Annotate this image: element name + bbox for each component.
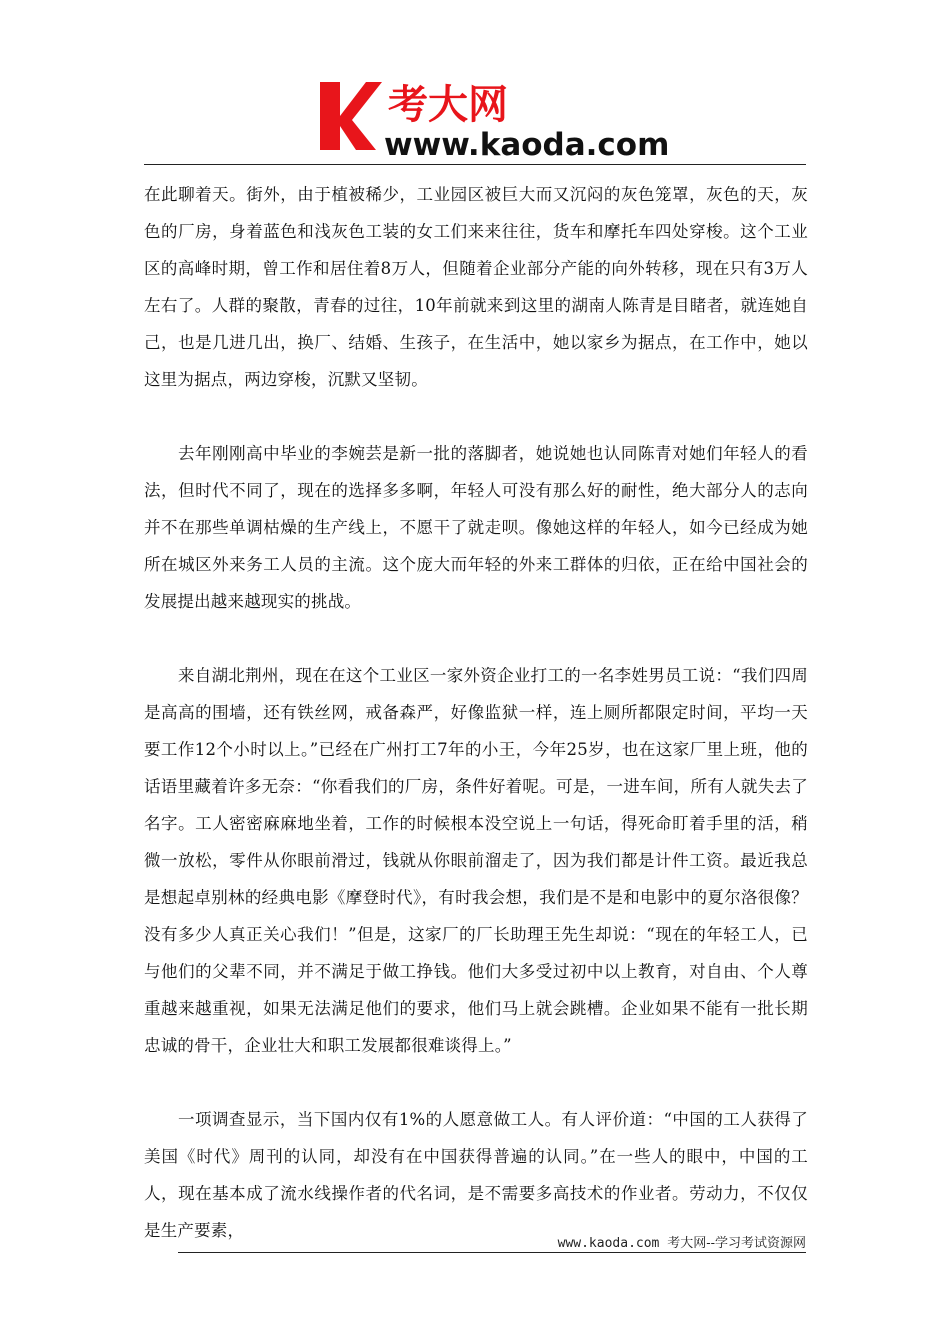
footer-site-label: 考大网--学习考试资源网 [667,1236,806,1251]
header-divider [144,164,806,165]
article-body [144,176,808,1286]
paragraph-4: 一项调查显示，当下国内仅有1%的人愿意做工人。有人评价道：“中国的工人获得了美国《时代》周刊的认同，却没有在中国获得普遍的认同。”在一些人的眼中，中国的工人，现在基本成了流水线操作者的代名词，是不需要多高技术的作业者。劳动力，不仅仅是生产要素， [144,1110,808,1240]
footer [558,1232,806,1251]
kaoda-logo-icon [318,78,670,163]
footer-url[interactable]: www.kaoda.com [557,1236,660,1251]
paragraph-2: 去年刚刚高中毕业的李婉芸是新一批的落脚者，她说她也认同陈青对她们年轻人的看法，但时代不同了，现在的选择多多啊，年轻人可没有那么好的耐性，绝大部分人的志向并不在那些单调枯燥的生产线上，不愿干了就走呗。像她这样的年轻人，如今已经成为她所在城区外来务工人员的主流。这个庞大而年轻的外来工群体的归依，正在给中国社会的发展提出越来越现实的挑战。 [144,444,808,611]
logo-brand-name: 考大网 [388,82,508,128]
footer-divider [178,1252,806,1253]
paragraph-1: 在此聊着天。街外，由于植被稀少，工业园区被巨大而又沉闷的灰色笼罩，灰色的天，灰色的厂房，身着蓝色和浅灰色工装的女工们来来往往，货车和摩托车四处穿梭。这个工业区的高峰时期，曾工作和居住着8万人，但随着企业部分产能的向外转移，现在只有3万人左右了。人群的聚散，青春的过往，10年前就来到这里的湖南人陈青是目睹者，就连她自己，也是几进几出，换厂、结婚、生孩子，在生活中，她以家乡为据点，在工作中，她以这里为据点，两边穿梭，沉默又坚韧。 [144,185,808,389]
logo-site-url: www.kaoda.com [384,127,670,163]
paragraph-3: 来自湖北荆州，现在在这个工业区一家外资企业打工的一名李姓男员工说：“我们四周是高高的围墙，还有铁丝网，戒备森严，好像监狱一样，连上厕所都限定时间，平均一天要工作12个小时以上。”已经在广州打工7年的小王，今年25岁，也在这家厂里上班，他的话语里藏着许多无奈：“你看我们的厂房，条件好着呢。可是，一进车间，所有人就失去了名字。工人密密麻麻地坐着，工作的时候根本没空说上一句话，得死命盯着手里的活，稍微一放松，零件从你眼前滑过，钱就从你眼前溜走了，因为我们都是计件工资。最近我总是想起卓别林的经典电影《摩登时代》，有时我会想，我们是不是和电影中的夏尔洛很像？没有多少人真正关心我们！”但是，这家厂的厂长助理王先生却说：“现在的年轻工人，已与他们的父辈不同，并不满足于做工挣钱。他们大多受过初中以上教育，对自由、个人尊重越来越重视，如果无法满足他们的要求，他们马上就会跳槽。企业如果不能有一批长期忠诚的骨干，企业壮大和职工发展都很难谈得上。” [144,666,808,1055]
kaoda-logo[interactable] [318,78,670,163]
